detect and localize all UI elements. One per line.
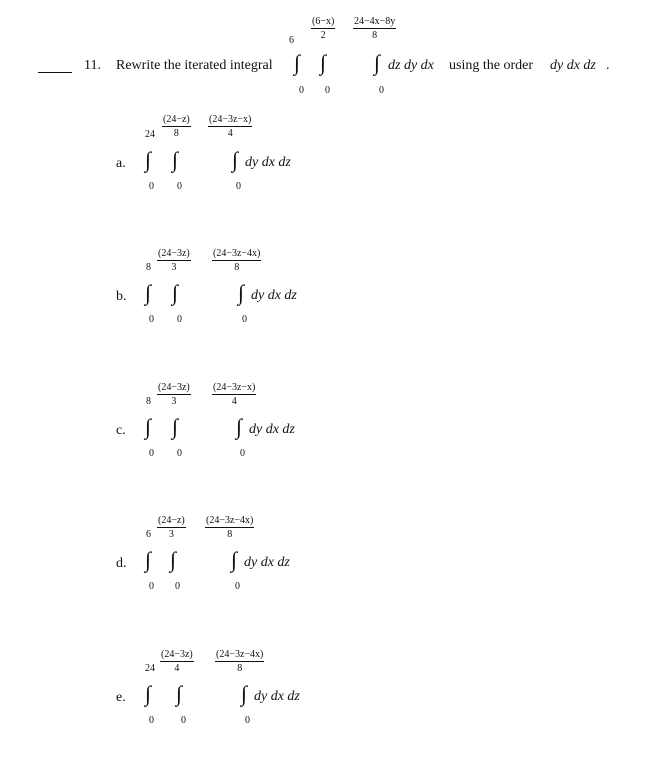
integral-sign: ∫ — [172, 414, 179, 439]
limit-denominator: 4 — [227, 128, 233, 139]
integral-sign: ∫ — [176, 681, 183, 706]
integral-sign: ∫ — [232, 147, 239, 172]
middle-upper-limit — [157, 382, 191, 407]
limit-denominator: 8 — [372, 30, 378, 41]
period: . — [606, 58, 610, 73]
inner-upper-limit — [212, 248, 261, 273]
question-prefix: Rewrite the iterated integral — [116, 58, 273, 73]
limit-numerator: (24−z) — [158, 515, 185, 526]
outer-upper-limit: 6 — [146, 529, 151, 540]
limit-numerator: (24−3z) — [158, 248, 190, 259]
inner-lower-limit: 0 — [379, 85, 384, 96]
middle-upper-limit — [160, 649, 194, 674]
outer-lower-limit: 0 — [149, 715, 154, 726]
limit-numerator: (24−3z−4x) — [213, 248, 261, 259]
inner-lower-limit: 0 — [242, 314, 247, 325]
limit-denominator: 8 — [237, 663, 243, 674]
outer-upper-limit: 8 — [146, 262, 151, 273]
outer-lower-limit: 0 — [149, 314, 154, 325]
limit-denominator: 8 — [234, 262, 240, 273]
inner-upper-limit — [353, 16, 396, 41]
inner-lower-limit: 0 — [236, 181, 241, 192]
middle-upper-limit — [157, 248, 191, 273]
integral-sign: ∫ — [294, 50, 301, 75]
question-number: 11. — [84, 58, 101, 73]
inner-lower-limit: 0 — [235, 581, 240, 592]
inner-upper-limit — [208, 114, 252, 139]
integral-sign: ∫ — [238, 280, 245, 305]
integral-sign: ∫ — [231, 547, 238, 572]
middle-lower-limit: 0 — [177, 448, 182, 459]
limit-numerator: (24−3z−4x) — [206, 515, 254, 526]
limit-numerator: (24−3z−4x) — [216, 649, 264, 660]
question-mid-text: using the order — [449, 58, 533, 73]
middle-lower-limit: 0 — [181, 715, 186, 726]
middle-upper-limit — [157, 515, 186, 540]
outer-lower-limit: 0 — [299, 85, 304, 96]
integral-sign: ∫ — [145, 547, 152, 572]
integrand: dy dx dz — [251, 288, 297, 303]
integral-sign: ∫ — [172, 147, 179, 172]
integral-sign: ∫ — [145, 681, 152, 706]
integrand: dy dx dz — [254, 689, 300, 704]
integrand: dy dx dz — [249, 422, 295, 437]
integrand: dz dy dx — [388, 58, 434, 73]
limit-denominator: 3 — [171, 396, 177, 407]
outer-lower-limit: 0 — [149, 181, 154, 192]
limit-numerator: (6−x) — [312, 16, 335, 27]
integrand: dy dx dz — [245, 155, 291, 170]
inner-upper-limit — [212, 382, 256, 407]
limit-numerator: (24−z) — [163, 114, 190, 125]
middle-lower-limit: 0 — [177, 314, 182, 325]
limit-numerator: (24−3z) — [161, 649, 193, 660]
integral-sign: ∫ — [170, 547, 177, 572]
integral-sign: ∫ — [145, 414, 152, 439]
limit-numerator: (24−3z−x) — [213, 382, 256, 393]
choice-letter: d. — [116, 556, 127, 571]
integral-sign: ∫ — [172, 280, 179, 305]
outer-upper-limit: 24 — [145, 129, 155, 140]
choice-letter: a. — [116, 156, 126, 171]
middle-upper-limit — [311, 16, 335, 41]
outer-upper-limit: 8 — [146, 396, 151, 407]
inner-upper-limit — [205, 515, 254, 540]
integral-sign: ∫ — [145, 280, 152, 305]
integrand: dy dx dz — [244, 555, 290, 570]
middle-upper-limit — [162, 114, 191, 139]
integral-sign: ∫ — [236, 414, 243, 439]
integral-sign: ∫ — [320, 50, 327, 75]
limit-numerator: (24−3z) — [158, 382, 190, 393]
choice-letter: e. — [116, 690, 126, 705]
outer-upper-limit: 6 — [289, 35, 294, 46]
limit-denominator: 8 — [227, 529, 233, 540]
limit-numerator: 24−4x−8y — [354, 16, 396, 27]
limit-numerator: (24−3z−x) — [209, 114, 252, 125]
outer-lower-limit: 0 — [149, 581, 154, 592]
limit-denominator: 4 — [174, 663, 180, 674]
answer-blank[interactable] — [38, 72, 72, 73]
middle-lower-limit: 0 — [177, 181, 182, 192]
inner-upper-limit — [215, 649, 264, 674]
middle-lower-limit: 0 — [175, 581, 180, 592]
limit-denominator: 8 — [173, 128, 179, 139]
inner-lower-limit: 0 — [245, 715, 250, 726]
choice-letter: c. — [116, 423, 126, 438]
integral-sign: ∫ — [374, 50, 381, 75]
limit-denominator: 4 — [231, 396, 237, 407]
integral-sign: ∫ — [145, 147, 152, 172]
outer-upper-limit: 24 — [145, 663, 155, 674]
limit-denominator: 2 — [320, 30, 326, 41]
middle-lower-limit: 0 — [325, 85, 330, 96]
limit-denominator: 3 — [168, 529, 174, 540]
target-order: dy dx dz — [550, 58, 596, 73]
limit-denominator: 3 — [171, 262, 177, 273]
inner-lower-limit: 0 — [240, 448, 245, 459]
integral-sign: ∫ — [241, 681, 248, 706]
choice-letter: b. — [116, 289, 127, 304]
outer-lower-limit: 0 — [149, 448, 154, 459]
